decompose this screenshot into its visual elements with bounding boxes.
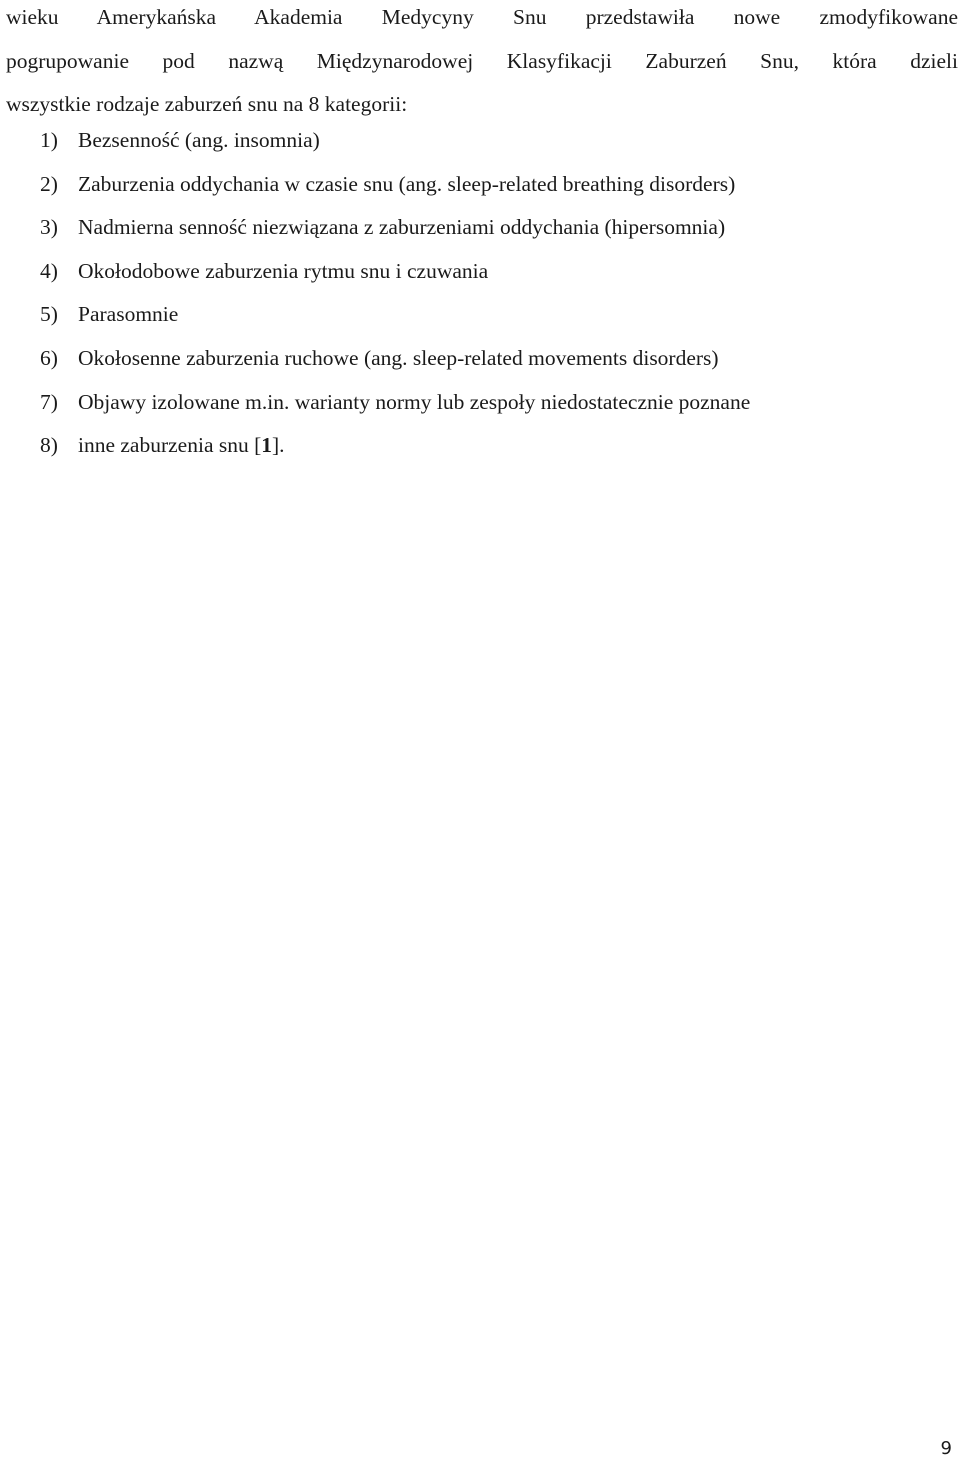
sleep-disorder-categories-list	[40, 119, 750, 468]
intro-paragraph	[6, 0, 958, 127]
list-item	[40, 163, 750, 207]
list-item-number: 3)	[40, 215, 58, 240]
list-item-text: Bezsenność (ang. insomnia)	[78, 128, 320, 152]
list-item-text: Zaburzenia oddychania w czasie snu (ang. sleep-related breathing disorders)	[78, 171, 736, 196]
intro-line-2: pogrupowanie pod nazwą Międzynarodowej Klasyfikacji Zaburzeń Snu, która dzieli	[6, 48, 958, 73]
list-item-number: 8)	[40, 433, 58, 458]
list-item-number: 5)	[40, 302, 58, 327]
list-item-number: 4)	[40, 258, 58, 283]
list-item-text: Okołodobowe zaburzenia rytmu snu i czuwania	[78, 258, 489, 283]
list-item-text-after: ].	[272, 433, 285, 458]
list-item	[40, 206, 750, 250]
list-item-number: 6)	[40, 345, 58, 370]
list-item	[40, 293, 750, 337]
list-item-number: 1)	[40, 128, 58, 152]
intro-line-1: wieku Amerykańska Akademia Medycyny Snu przedstawiła nowe zmodyfikowane	[6, 5, 958, 29]
list-item	[40, 381, 750, 425]
list-item	[40, 337, 750, 381]
list-item-text: Objawy izolowane m.in. warianty normy lub zespoły niedostatecznie poznane	[78, 389, 751, 414]
list-item	[40, 119, 750, 163]
list-item	[40, 250, 750, 294]
list-item-number: 2)	[40, 171, 58, 196]
list-item-text	[78, 424, 285, 468]
citation-reference: 1	[261, 433, 273, 458]
list-item-text: Okołosenne zaburzenia ruchowe (ang. sleep-related movements disorders)	[78, 345, 719, 370]
intro-line-3: wszystkie rodzaje zaburzeń snu na 8 kategorii:	[6, 92, 408, 116]
list-item-text: Parasomnie	[78, 302, 179, 327]
list-item	[40, 424, 750, 468]
list-item-text: Nadmierna senność niezwiązana z zaburzeniami oddychania (hipersomnia)	[78, 215, 726, 240]
page-number: 9	[940, 1438, 952, 1459]
list-item-number: 7)	[40, 389, 58, 414]
list-item-text-before: inne zaburzenia snu [	[78, 433, 262, 458]
